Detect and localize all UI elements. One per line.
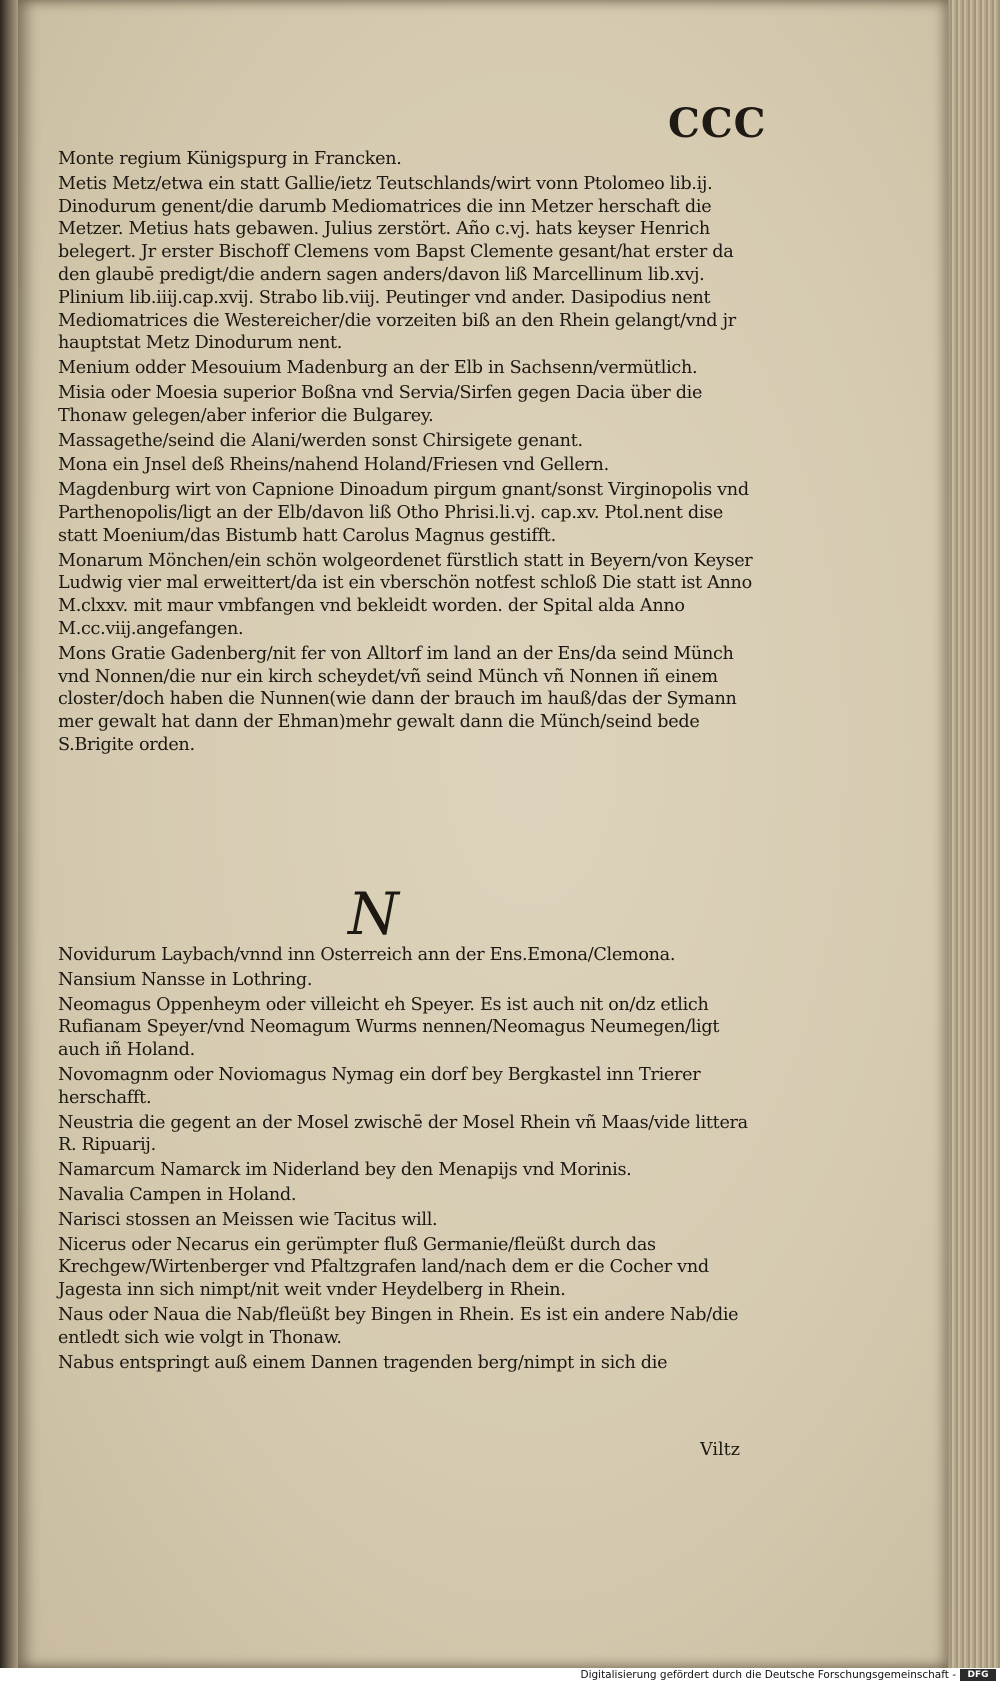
folio-number: CCC	[668, 100, 767, 147]
entry: Nicerus oder Necarus ein gerümpter fluß Germanie/fleüßt durch das Krechgew/Wirtenberger vnd Pfaltzgrafen land/nach dem er die Cocher vnd Jagesta inn sich nimpt/nit weit vnder Heydelberg in Rhein.	[58, 1234, 709, 1301]
entry: Naus oder Naua die Nab/fleüßt bey Bingen in Rhein. Es ist ein andere Nab/die entledt sich wie volgt in Thonaw.	[58, 1304, 739, 1348]
entry: Magdenburg wirt von Capnione Dinoadum pirgum gnant/sonst Virginopolis vnd Parthenopolis/ligt an der Elb/davon liß Otho Phrisi.li.vj. cap.xv. Ptol.nent dise statt Moenium/das Bistumb hatt Carolus Magnus gestifft.	[58, 480, 749, 546]
entry: Nabus entspringt auß einem Dannen tragenden berg/nimpt in sich die	[58, 1352, 668, 1373]
section-letter: N	[348, 880, 399, 948]
entry: Neomagus Oppenheym oder villeicht eh Speyer. Es ist auch nit on/dz etlich Rufianam Speyer/vnd Neomagum Wurms nennen/Neomagus Neumegen/ligt auch iñ Holand.	[58, 994, 720, 1061]
catchword: Viltz	[700, 1440, 740, 1460]
entry: Monarum Mönchen/ein schön wolgeordenet fürstlich statt in Beyern/von Keyser Ludwig vier mal erweittert/da ist ein vberschön notfest schloß Die statt ist Anno M.clxxv. mit maur vmbfangen vnd bekleidt worden. der Spital alda Anno M.cc.viij.angefangen.	[58, 550, 753, 639]
entry: Novomagnm oder Noviomagus Nymag ein dorf bey Bergkastel inn Trierer herschafft.	[58, 1064, 701, 1108]
entry: Menium odder Mesouium Madenburg an der Elb in Sachsenn/vermütlich.	[58, 358, 698, 379]
footer-credit: Digitalisierung gefördert durch die Deutsche Forschungsgemeinschaft -	[580, 1669, 956, 1681]
entry: Monte regium Künigspurg in Francken.	[58, 149, 402, 169]
entry: Metis Metz/etwa ein statt Gallie/ietz Teutschlands/wirt vonn Ptolomeo lib.ij. Dinodurum genent/die darumb Mediomatrices die inn Metzer herschaft die Metzer. Metius hats gebawen. Julius zerstört. Año c.vj. hats keyser Henrich belegert. Jr erster Bischoff Clemens vom Bapst Clemente gesant/hat erster da den glaubē predigt/die andern sagen anders/davon liß Marcellinum lib.xvj. Plinium lib.iiij.cap.xvij. Strabo lib.viij. Peutinger vnd ander. Dasipodius nent Mediomatrices die Westereicher/die vorzeiten biß an den Rhein gelangt/vnd jr hauptstat Metz Dinodurum nent.	[58, 173, 736, 354]
entries-n	[58, 944, 758, 1376]
entry: Massagethe/seind die Alani/werden sonst Chirsigete genant.	[58, 430, 583, 451]
entry: Navalia Campen in Holand.	[58, 1184, 297, 1205]
entry: Namarcum Namarck im Niderland bey den Menapijs vnd Morinis.	[58, 1160, 632, 1181]
dfg-logo-icon: DFG	[960, 1669, 996, 1681]
entry: Nansium Nansse in Lothring.	[58, 969, 313, 990]
entry: Narisci stossen an Meissen wie Tacitus will.	[58, 1209, 438, 1230]
entry: Misia oder Moesia superior Boßna vnd Servia/Sirfen gegen Dacia über die Thonaw gelegen/aber inferior die Bulgarey.	[58, 382, 703, 426]
entry: Mons Gratie Gadenberg/nit fer von Alltorf im land an der Ens/da seind Münch vnd Nonnen/die nur ein kirch scheydet/vñ seind Münch vñ Nonnen iñ einem closter/doch haben die Nunnen(wie dann der brauch im hauß/das der Symann mer gewalt hat dann der Ehman)mehr gewalt dann die Münch/seind bede S.Brigite orden.	[58, 643, 737, 755]
entry: Novidurum Laybach/vnnd inn Osterreich ann der Ens.Emona/Clemona.	[58, 945, 676, 965]
book-page-edges	[950, 0, 1000, 1668]
entries-m	[58, 148, 758, 759]
entry: Mona ein Jnsel deß Rheins/nahend Holand/Friesen vnd Gellern.	[58, 455, 609, 476]
entry: Neustria die gegent an der Mosel zwischē der Mosel Rhein vñ Maas/vide littera R. Ripuarij.	[58, 1112, 748, 1156]
